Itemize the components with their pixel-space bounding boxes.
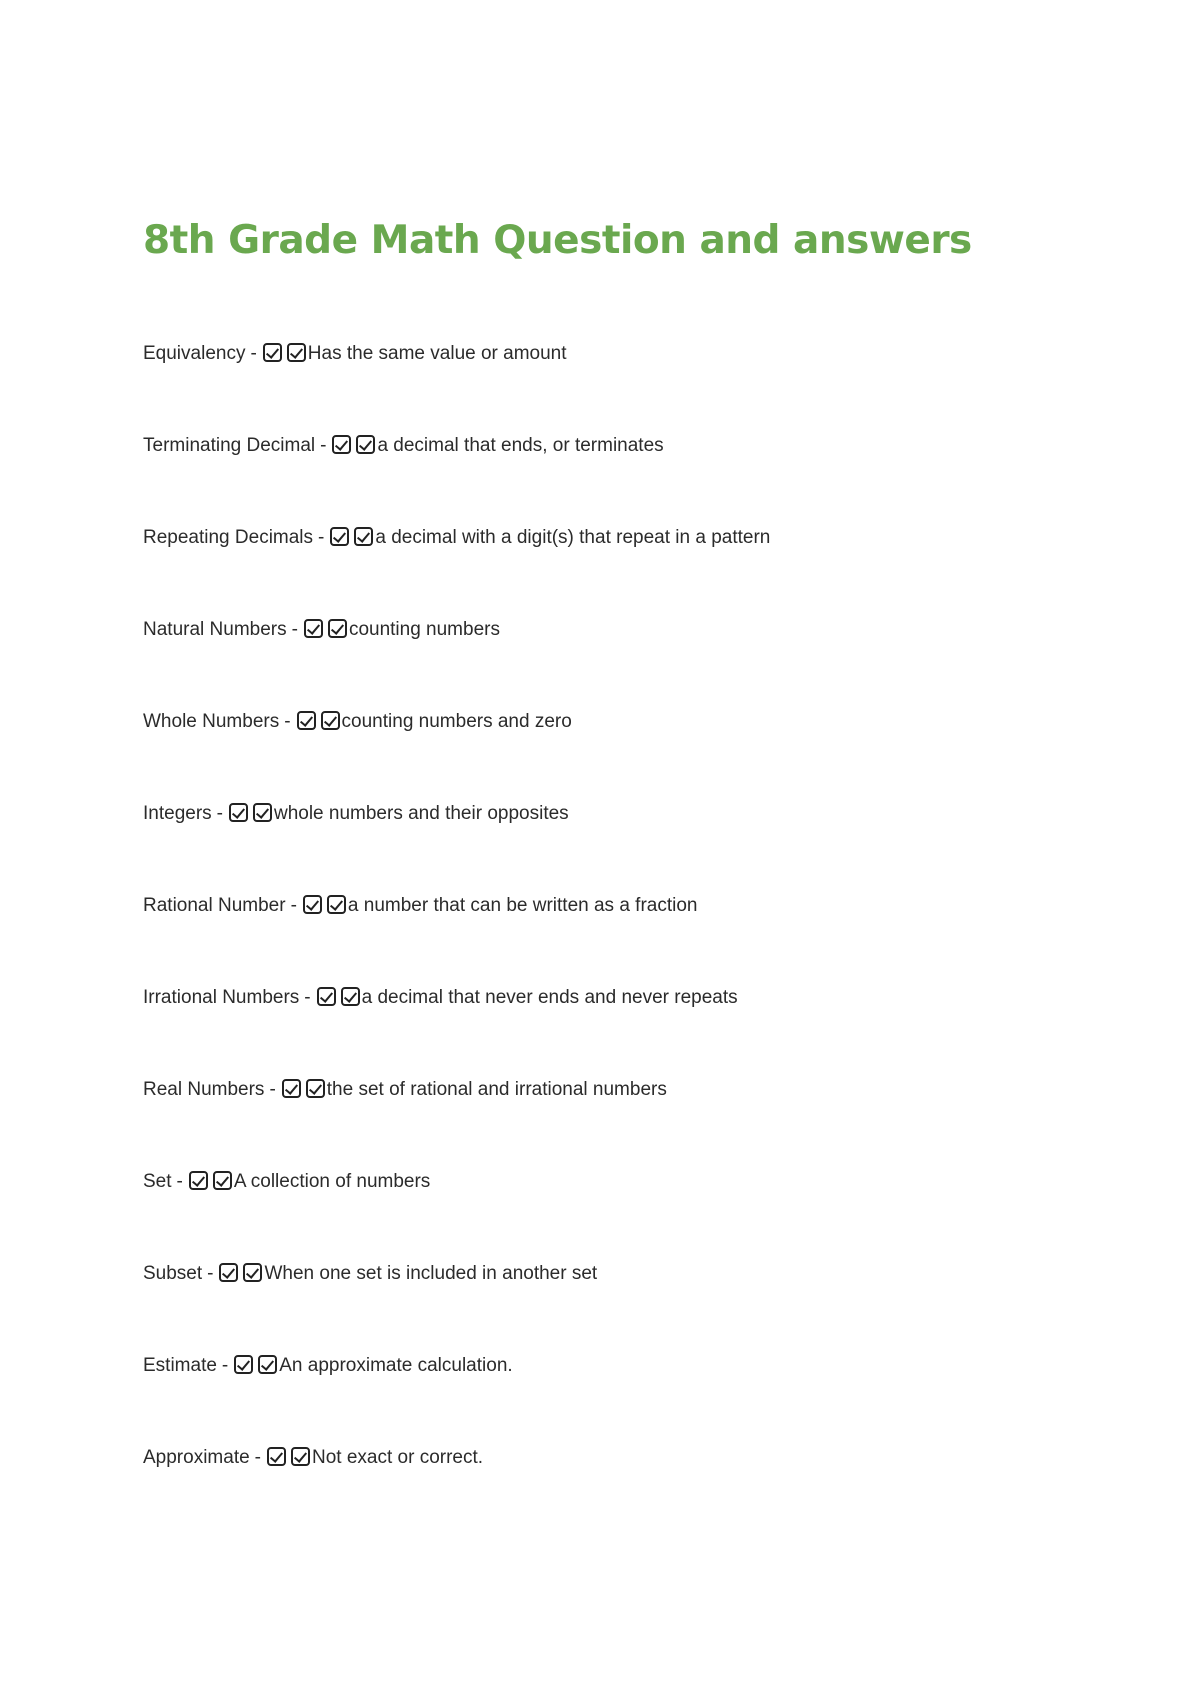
checked-box-icon bbox=[327, 895, 346, 914]
separator: - bbox=[291, 619, 298, 640]
separator: - bbox=[269, 1079, 276, 1100]
separator: - bbox=[250, 343, 257, 364]
checked-box-icon bbox=[213, 1171, 232, 1190]
checked-box-icon bbox=[317, 987, 336, 1006]
checked-box-icon bbox=[229, 803, 248, 822]
list-item bbox=[143, 1074, 770, 1166]
list-item bbox=[143, 1350, 770, 1442]
separator: - bbox=[176, 1171, 183, 1192]
term: Terminating Decimal bbox=[143, 435, 316, 456]
checked-box-icon bbox=[297, 711, 316, 730]
list-item bbox=[143, 890, 770, 982]
definition: a decimal that never ends and never repeats bbox=[361, 987, 738, 1008]
checked-box-icon bbox=[332, 435, 351, 454]
separator: - bbox=[284, 711, 291, 732]
separator: - bbox=[320, 435, 327, 456]
checked-box-icon bbox=[341, 987, 360, 1006]
checked-box-icon bbox=[330, 527, 349, 546]
list-item bbox=[143, 430, 770, 522]
list-item bbox=[143, 982, 770, 1074]
checked-box-icon bbox=[356, 435, 375, 454]
separator: - bbox=[221, 1355, 229, 1376]
checked-box-icon bbox=[282, 1079, 301, 1098]
term: Whole Numbers bbox=[143, 711, 280, 732]
term: Rational Number bbox=[143, 895, 286, 916]
term: Subset bbox=[143, 1263, 203, 1284]
checked-box-icon bbox=[263, 343, 282, 362]
page-title: 8th Grade Math Question and answers bbox=[143, 218, 972, 263]
term: Equivalency bbox=[143, 343, 246, 364]
separator: - bbox=[254, 1447, 261, 1468]
term: Natural Numbers bbox=[143, 619, 287, 640]
separator: - bbox=[207, 1263, 214, 1284]
checked-box-icon bbox=[189, 1171, 208, 1190]
list-item bbox=[143, 798, 770, 890]
checked-box-icon bbox=[267, 1447, 286, 1466]
checked-box-icon bbox=[306, 1079, 325, 1098]
list-item bbox=[143, 338, 770, 430]
definition: Not exact or correct. bbox=[312, 1447, 484, 1468]
checked-box-icon bbox=[303, 895, 322, 914]
list-item bbox=[143, 614, 770, 706]
term: Irrational Numbers bbox=[143, 987, 300, 1008]
definition: counting numbers and zero bbox=[341, 711, 572, 732]
checked-box-icon bbox=[234, 1355, 253, 1374]
checked-box-icon bbox=[304, 619, 323, 638]
term: Set bbox=[143, 1171, 172, 1192]
definition: whole numbers and their opposites bbox=[273, 803, 569, 824]
definition: A collection of numbers bbox=[233, 1171, 431, 1192]
definition: the set of rational and irrational numbers bbox=[326, 1079, 667, 1100]
separator: - bbox=[216, 803, 223, 824]
definition: counting numbers bbox=[348, 619, 500, 640]
checked-box-icon bbox=[354, 527, 373, 546]
definition: Has the same value or amount bbox=[307, 343, 567, 364]
term: Approximate bbox=[143, 1447, 250, 1468]
separator: - bbox=[290, 895, 297, 916]
term: Estimate bbox=[143, 1355, 217, 1376]
term: Repeating Decimals bbox=[143, 527, 314, 548]
checked-box-icon bbox=[291, 1447, 310, 1466]
definition: a decimal that ends, or terminates bbox=[377, 435, 664, 456]
list-item bbox=[143, 1258, 770, 1350]
definition: An approximate calculation. bbox=[279, 1355, 513, 1376]
list-item bbox=[143, 1166, 770, 1258]
checked-box-icon bbox=[243, 1263, 262, 1282]
list-item bbox=[143, 1442, 770, 1534]
checked-box-icon bbox=[328, 619, 347, 638]
term: Integers bbox=[143, 803, 212, 824]
definition: a decimal with a digit(s) that repeat in a pattern bbox=[375, 527, 771, 548]
list-item bbox=[143, 706, 770, 798]
checked-box-icon bbox=[219, 1263, 238, 1282]
definition: When one set is included in another set bbox=[264, 1263, 598, 1284]
list-item bbox=[143, 522, 770, 614]
separator: - bbox=[304, 987, 311, 1008]
term: Real Numbers bbox=[143, 1079, 265, 1100]
checked-box-icon bbox=[258, 1355, 277, 1374]
checked-box-icon bbox=[287, 343, 306, 362]
separator: - bbox=[318, 527, 325, 548]
checked-box-icon bbox=[253, 803, 272, 822]
checked-box-icon bbox=[321, 711, 340, 730]
definition: a number that can be written as a fraction bbox=[347, 895, 698, 916]
qa-list bbox=[143, 338, 770, 1534]
